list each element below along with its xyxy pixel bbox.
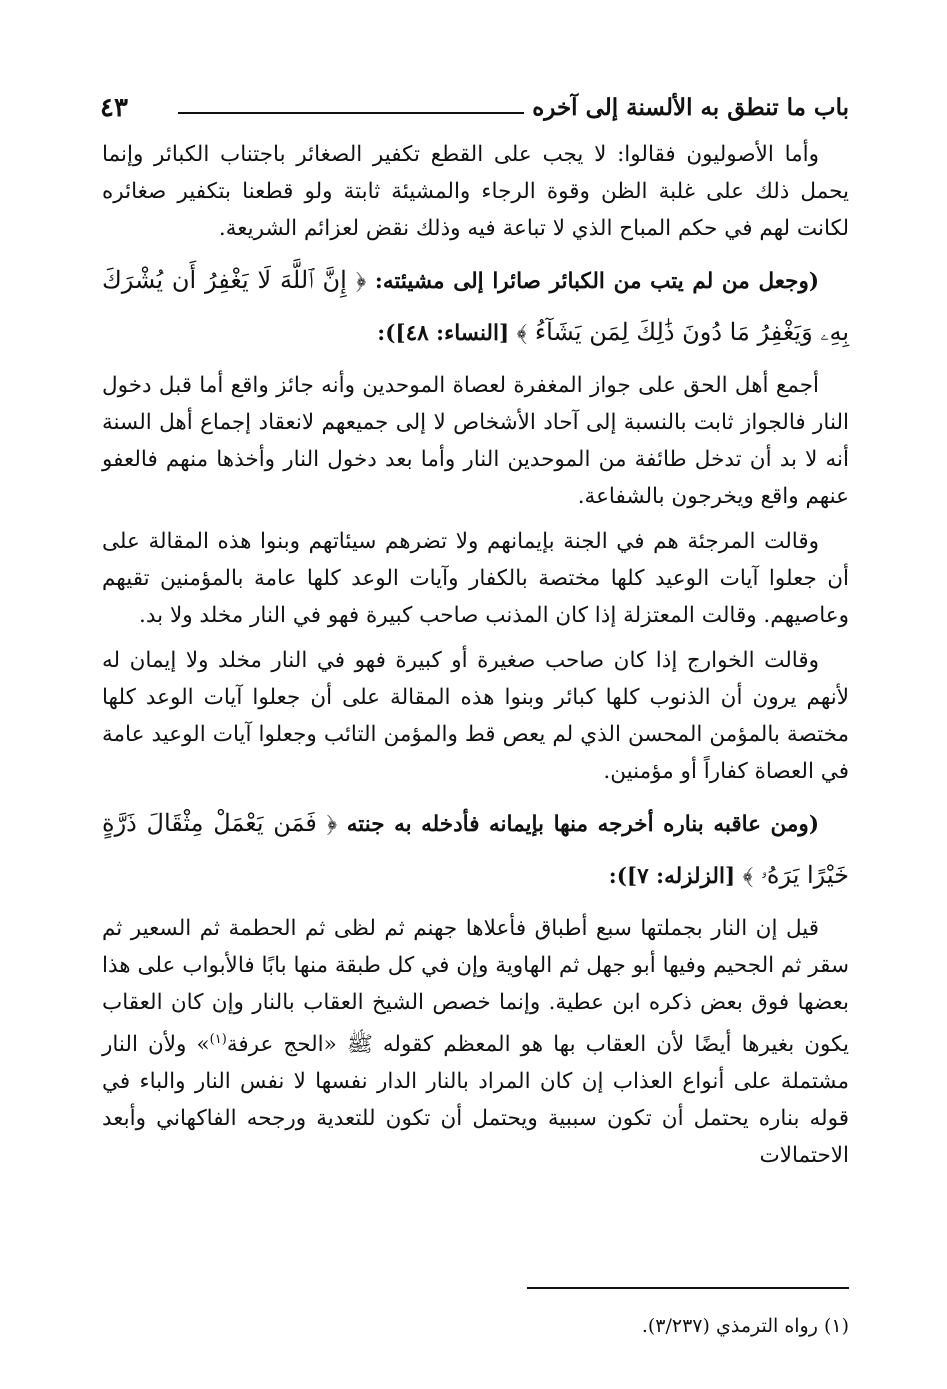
running-title: باب ما تنطق به الألسنة إلى آخره: [532, 94, 849, 121]
page-header: [100, 88, 849, 128]
paragraph-text: » ولأن النار مشتملة على أنواع العذاب إن كان المراد بالنار الدار نفسها لا نفس النار والباء في قوله بناره يحتمل أن تكون سببية ويحتمل أن تكون للتعدية ورجحه الفاكهاني وأبعد الاحتمالات: [102, 1032, 849, 1169]
quran-verse: ﴿ فَمَن يَعْمَلْ مِثْقَالَ ذَرَّةٍ خَيْرًا يَرَهُۥ ﴾: [102, 809, 849, 889]
footnote-rule: [527, 1287, 849, 1289]
paragraph-text: قيل إن النار بجملتها سبع أطباق فأعلاها جهنم ثم لظى ثم الحطمة ثم السعير ثم سقر ثم الجحيم وفيها أبو جهل ثم الهاوية وإن في كل طبقة منها بابًا فالأبواب على هذا بعضها فوق بعض ذكره ابن عطية. وإنما خصص الشيخ العقاب بالنار وإن كان العقاب يكون بغيرها أيضًا لأن العقاب بها هو المعظم كقوله ﷺ «الحج عرفة: [102, 916, 850, 1058]
paragraph-usuliyyun: وأما الأصوليون فقالوا: لا يجب على القطع تكفير الصغائر باجتناب الكبائر وإنما يحمل ذلك على غلبة الظن وقوة الرجاء والمشيئة ثابتة ولو قطعنا بتكفير صغائره لكانت لهم في حكم المباح الذي لا تباعة فيه وذلك نقض لعزائم الشريعة.: [102, 142, 849, 241]
verse-reference: [النساء: ٤٨]):: [377, 321, 517, 346]
paragraph-nar-atbaq: [102, 910, 849, 1174]
paragraph-ijma: أجمع أهل الحق على جواز المغفرة لعصاة الموحدين وأنه جائز واقع أما قبل دخول النار فالجواز ثابت بالنسبة إلى آحاد الأشخاص لا إلى جميعهم لانعقاد إجماع أهل السنة أنه لا بد أن تدخل طائفة من الموحدين النار وأما بعد دخول النار وأخذها منهم فالعفو عنهم واقع ويخرجون بالشفاعة.: [102, 373, 849, 509]
paragraph-murjiah: وقالت المرجئة هم في الجنة بإيمانهم ولا تضرهم سيئاتهم وبنوا هذه المقالة على أن جعلوا آيات الوعيد كلها مختصة بالكفار وآيات الوعد كلها عامة بالمؤمنين تقيهم وعاصيهم. وقالت المعتزلة إذا كان المذنب صاحب كبيرة فهو في النار مخلد ولا بد.: [102, 529, 849, 628]
footnote-marker[interactable]: (١): [209, 1032, 227, 1047]
verse-reference: [الزلزله: ٧]):: [608, 864, 743, 889]
matn-heading-iqab: [102, 798, 849, 902]
footnote: (١) رواه الترمذي (٣/٢٣٧).: [641, 1315, 849, 1337]
page-number: ٤٣: [100, 93, 128, 123]
header-rule: [178, 112, 524, 114]
matn-heading-text: (ومن عاقبه بناره أخرجه منها بإيمانه فأدخله به جنته: [337, 812, 819, 837]
matn-heading-mashiah: [102, 255, 849, 359]
matn-heading-text: (وجعل من لم يتب من الكبائر صائرا إلى مشيئته:: [366, 269, 819, 294]
body-text: [102, 136, 849, 1182]
paragraph-khawarij: وقالت الخوارج إذا كان صاحب صغيرة أو كبيرة فهو في النار مخلد ولا إيمان له لأنهم يرون أن الذنوب كلها كبائر وبنوا هذه المقالة على أن جعلوا آيات الوعد كلها مختصة بالمؤمن المحسن الذي لم يعص قط والمؤمن التائب وجعلوا آيات الوعيد عامة في العصاة كفاراً أو مؤمنين.: [102, 648, 849, 784]
quran-verse: ﴿ إِنَّ ٱللَّهَ لَا يَغْفِرُ أَن يُشْرَكَ بِهِۦ وَيَغْفِرُ مَا دُونَ ذَٰلِكَ لِمَن يَشَآءُ ﴾: [102, 266, 849, 346]
